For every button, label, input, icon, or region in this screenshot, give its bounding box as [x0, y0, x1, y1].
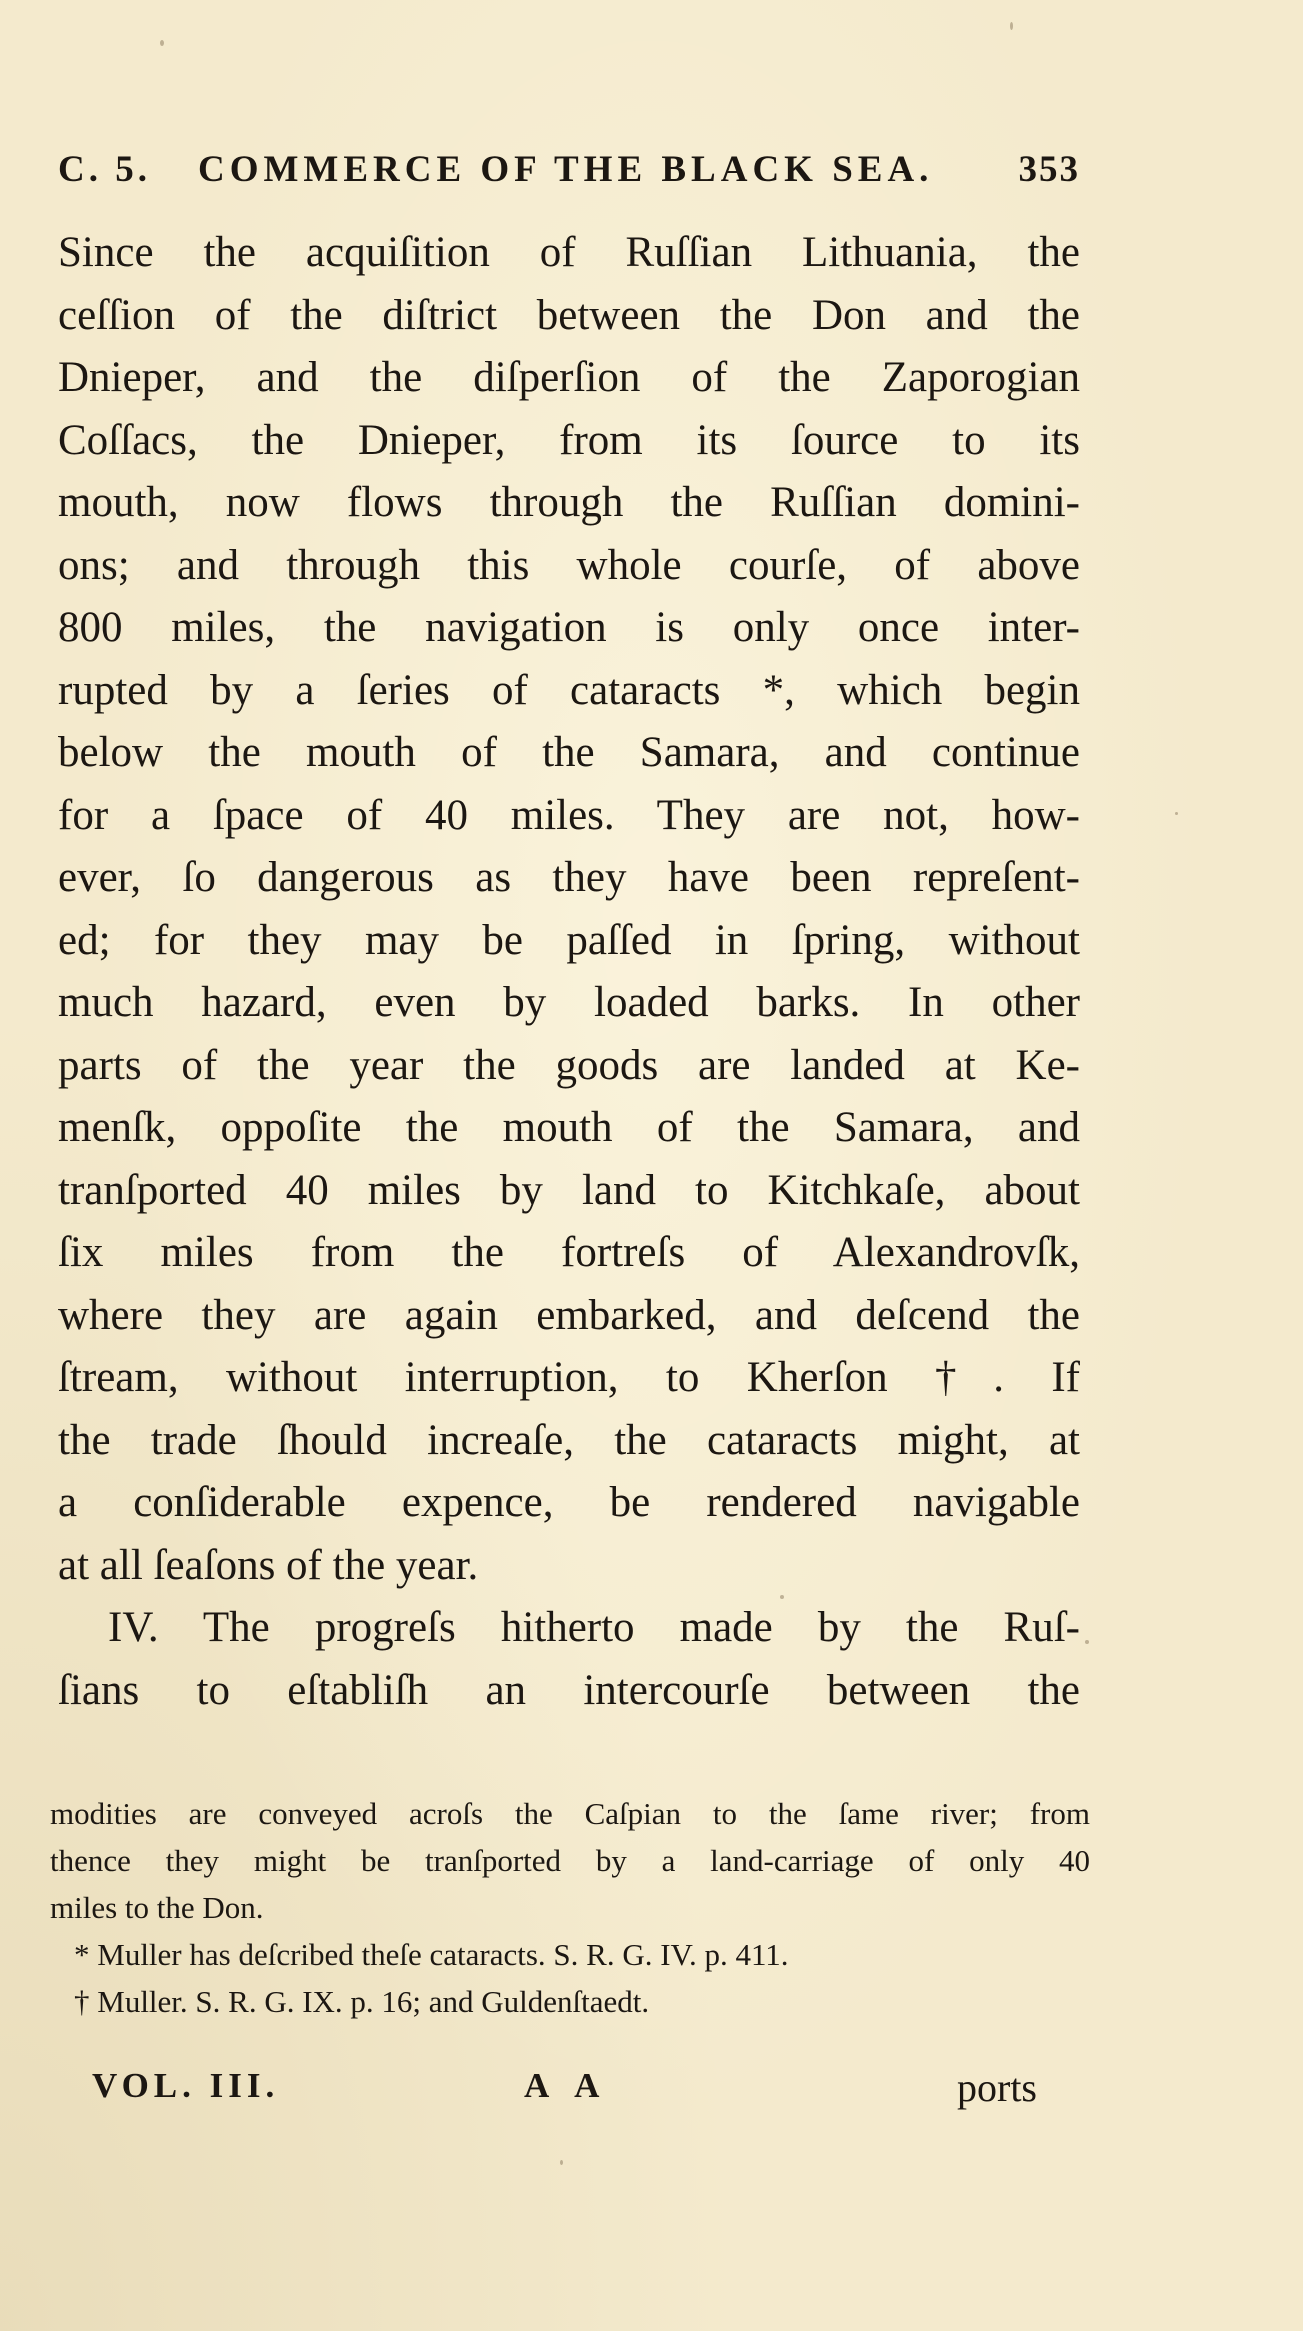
running-title: COMMERCE OF THE BLACK SEA. — [198, 149, 934, 190]
text-line: Since the acquiſition of Ruſſian Lithuania, the — [58, 229, 1080, 276]
text-line: parts of the year the goods are landed at Ke- — [58, 1041, 1080, 1089]
paper-speck — [1175, 812, 1178, 815]
footnote-continuation-line: miles to the Don. — [50, 1890, 264, 1925]
paper-speck — [780, 1595, 784, 1599]
text-line: ever, ſo dangerous as they have been repreſent- — [58, 854, 1080, 901]
text-line: tranſported 40 miles by land to Kitchkaſe, about — [58, 1166, 1080, 1214]
page-number: 353 — [1018, 149, 1080, 190]
paper-speck — [560, 2160, 563, 2165]
text-line: mouth, now flows through the Ruſſian domini- — [58, 479, 1080, 526]
text-line: much hazard, even by loaded barks. In other — [58, 979, 1080, 1026]
footnote-continuation-line: modities are conveyed acroſs the Caſpian to the ſame river; from — [50, 1796, 1090, 1831]
text-line: for a ſpace of 40 miles. They are not, how- — [58, 791, 1080, 839]
paper-speck — [160, 40, 164, 46]
footnote-asterisk: * Muller has deſcribed theſe cataracts. S. R. G. IV. p. 411. — [74, 1937, 789, 1972]
signature-mark: A A — [524, 2066, 610, 2105]
volume-signature: VOL. III. — [92, 2066, 280, 2105]
page-footer — [92, 2066, 1092, 2116]
text-line: 800 miles, the navigation is only once inter- — [58, 604, 1080, 651]
text-line: menſk, oppoſite the mouth of the Samara, and — [58, 1104, 1080, 1151]
paper-speck — [1085, 1640, 1089, 1644]
text-line: below the mouth of the Samara, and continue — [58, 729, 1080, 776]
footnote-dagger: † Muller. S. R. G. IX. p. 16; and Guldenſtaedt. — [74, 1984, 650, 2019]
chapter-reference: C. 5. — [58, 149, 151, 190]
footnotes — [50, 1790, 1090, 2025]
paper-speck — [1010, 22, 1013, 30]
text-line: ſix miles from the fortreſs of Alexandrovſk, — [58, 1229, 1080, 1276]
text-line: ed; for they may be paſſed in ſpring, without — [58, 916, 1080, 964]
text-line: ſians to eſtabliſh an intercourſe between the — [58, 1666, 1080, 1714]
text-line: the trade ſhould increaſe, the cataracts might, at — [58, 1416, 1080, 1464]
text-line: Dnieper, and the diſperſion of the Zaporogian — [58, 354, 1080, 401]
text-line: a conſiderable expence, be rendered navigable — [58, 1479, 1080, 1526]
catchword: ports — [957, 2065, 1037, 2110]
footnote-continuation-line: thence they might be tranſported by a land-carriage of only 40 — [50, 1843, 1090, 1878]
text-line: ſtream, without interruption, to Kherſon †. If — [58, 1354, 1080, 1401]
text-line: Coſſacs, the Dnieper, from its ſource to its — [58, 416, 1080, 464]
text-line: where they are again embarked, and deſcend the — [58, 1291, 1080, 1339]
text-line: rupted by a ſeries of cataracts *, which begin — [58, 666, 1080, 714]
main-text — [58, 222, 1080, 1722]
text-line: ceſſion of the diſtrict between the Don and the — [58, 291, 1080, 339]
text-line: ons; and through this whole courſe, of above — [58, 541, 1080, 589]
section-start-line: IV. The progreſs hitherto made by the Ruſ- — [108, 1604, 1080, 1651]
text-line: at all ſeaſons of the year. — [58, 1541, 479, 1589]
running-header — [58, 148, 1080, 198]
